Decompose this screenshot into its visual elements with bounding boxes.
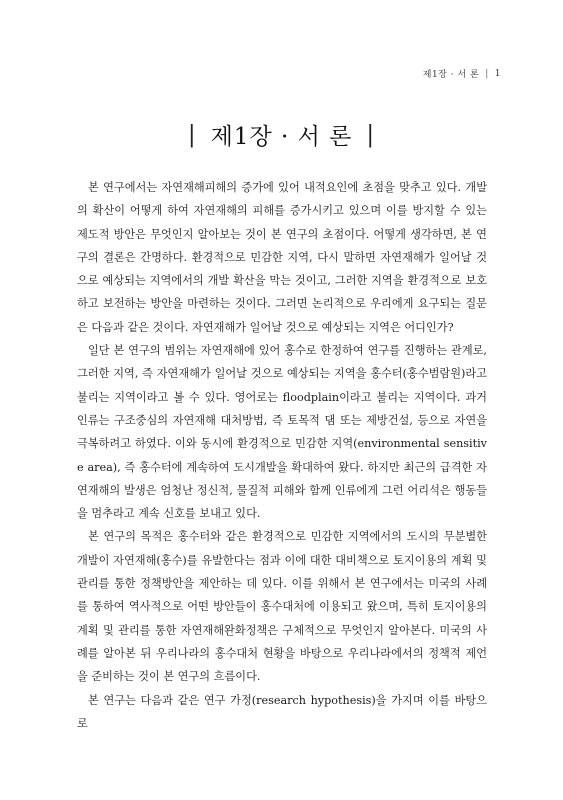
page-number: 1 xyxy=(494,68,501,79)
running-header-chapter: 제1장 · 서 론 xyxy=(422,70,480,80)
header-divider: | xyxy=(485,68,489,79)
running-header xyxy=(423,67,501,80)
chapter-title xyxy=(0,118,563,151)
paragraph: 본 연구는 다음과 같은 연구 가정(research hypothesis)을 가지며 이를 바탕으로 xyxy=(77,693,487,730)
title-left-bar: | xyxy=(187,121,197,148)
paragraph: 본 연구의 목적은 홍수터와 같은 환경적으로 민감한 지역에서의 도시의 무분별한 개발이 자연재해(홍수)를 유발한다는 점과 이에 대한 대비책으로 토지이용의 계획 및 관리를 통한 정책방안을 제안하는 데 있다. 이를 위해서 본 연구에서는 미국의 사례를 통하여 역사적으로 어떤 방안들이 홍수대처에 이용되고 왔으며, 특히 토지이용의 계획 및 관리를 통한 자연재해완화정책은 구체적으로 무엇인지 알아본다. 미국의 사례를 알아본 뒤 우리나라의 홍수대처 현황을 바탕으로 우리나라에서의 정책적 제언을 준비하는 것이 본 연구의 흐름이다. xyxy=(77,530,487,684)
paragraph: 본 연구에서는 자연재해피해의 증가에 있어 내적요인에 초점을 맞추고 있다. 개발의 확산이 어떻게 하여 자연재해의 피해를 증가시키고 있으며 이를 방지할 수 있는 제도적 방안은 무엇인지 알아보는 것이 본 연구의 초점이다. 어떻게 생각하면, 본 연구의 결론은 간명하다. 환경적으로 민감한 지역, 다시 말하면 자연재해가 일어날 것으로 예상되는 지역에서의 개발 확산을 막는 것이고, 그러한 지역을 환경적으로 보호하고 보전하는 방안을 마련하는 것이다. 그러면 논리적으로 우리에게 요구되는 질문은 다음과 같은 것이다. 자연재해가 일어날 것으로 예상되는 지역은 어디인가? xyxy=(77,181,487,334)
chapter-title-text: 제1장 · 서 론 xyxy=(210,124,353,150)
title-right-bar: | xyxy=(366,121,376,148)
body-text xyxy=(77,176,487,735)
paragraph: 일단 본 연구의 범위는 자연재해에 있어 홍수로 한정하여 연구를 진행하는 관계로, 그러한 지역, 즉 자연재해가 일어날 것으로 예상되는 지역을 홍수터(홍수범람원)라고 불리는 지역이라고 볼 수 있다. 영어로는 floodplain이라고 불리는 지역이다. 과거 인류는 구조중심의 자연재해 대처방법, 즉 토목적 댐 또는 제방건설, 등으로 자연을 극복하려고 하였다. 이와 동시에 환경적으로 민감한 지역(environmental sensitive area), 즉 홍수터에 계속하여 도시개발을 확대하여 왔다. 하지만 최근의 급격한 자연재해의 발생은 엄청난 정신적, 물질적 피해와 함께 인류에게 그런 어리석은 행동들을 멈추라고 계속 신호를 보내고 있다. xyxy=(77,344,487,521)
